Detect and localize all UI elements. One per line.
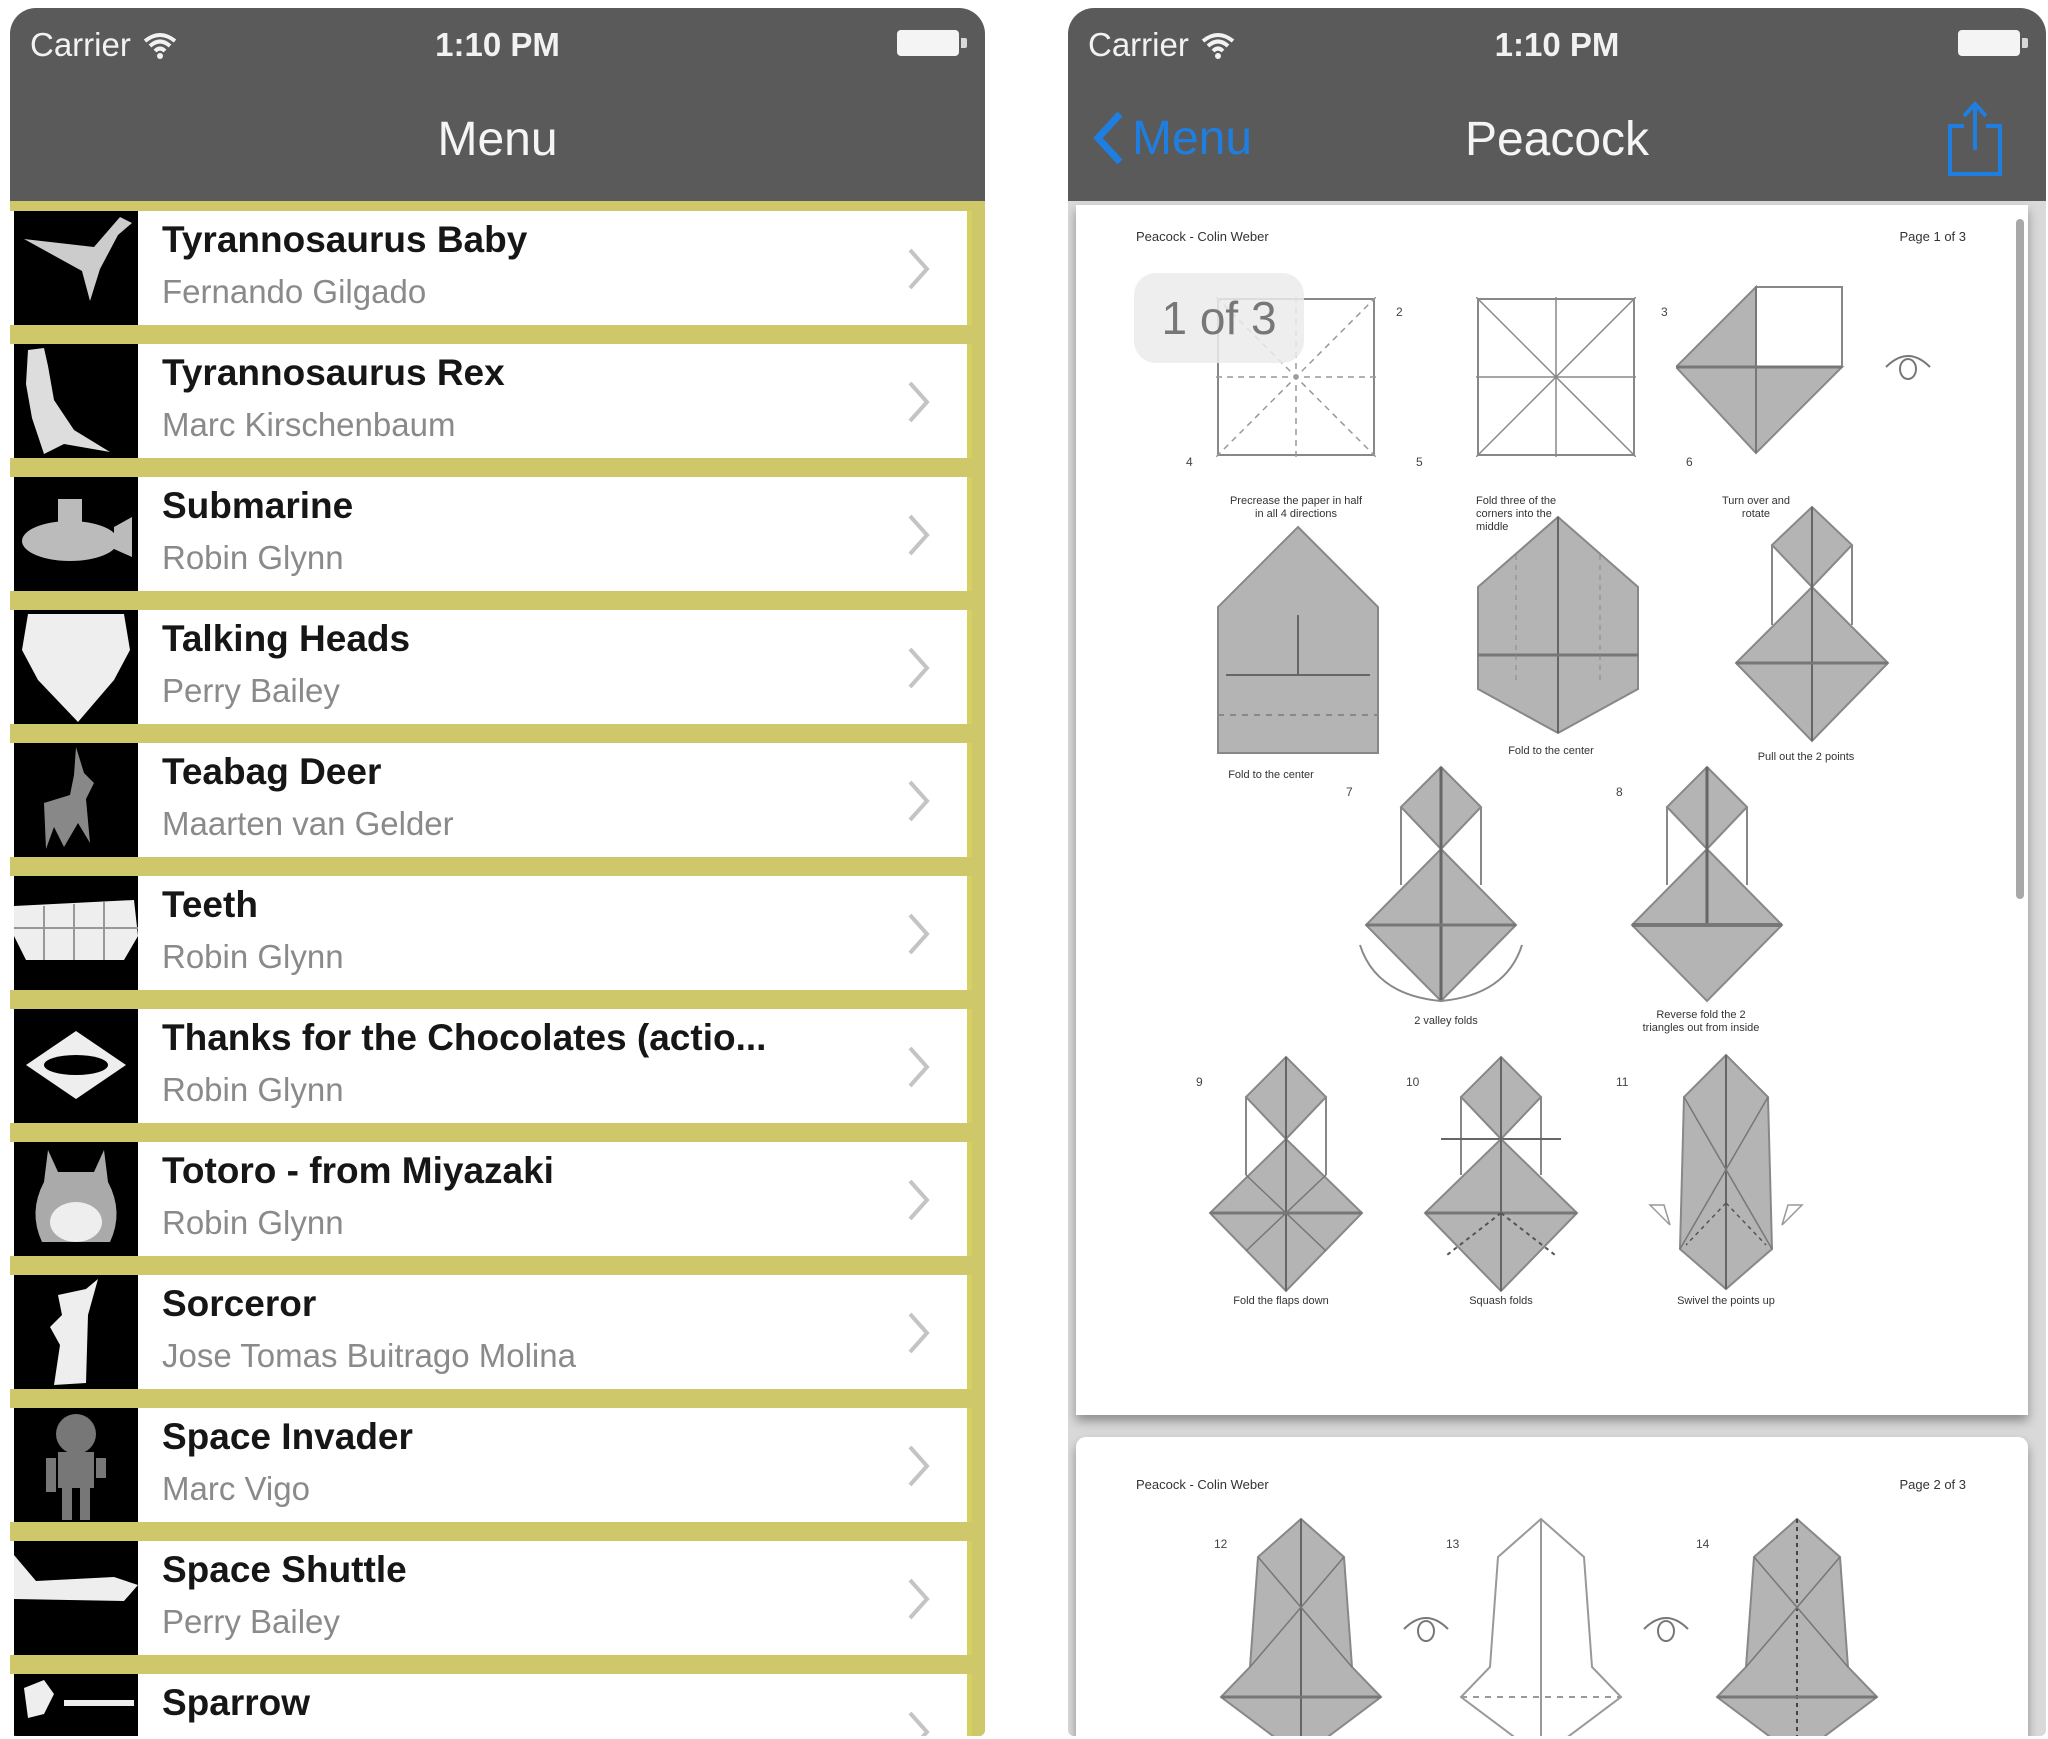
space-shuttle-icon	[14, 1541, 138, 1655]
step-caption: Swivel the points up	[1677, 1295, 1775, 1307]
step-caption: Fold the flaps down	[1233, 1295, 1329, 1307]
carrier-label: Carrier	[1088, 26, 1189, 63]
chevron-right-icon	[907, 1577, 931, 1621]
diagram-step-3	[1676, 285, 1876, 455]
step-caption: Turn over and rotate	[1721, 495, 1791, 520]
item-author: Perry Bailey	[162, 1603, 340, 1640]
status-bar	[1068, 8, 2046, 83]
item-author: Robin Glynn	[162, 1071, 344, 1108]
item-author: Robin Glynn	[162, 1204, 344, 1241]
document-page	[1076, 1437, 2028, 1736]
chevron-right-icon	[907, 247, 931, 291]
sorceror-icon	[14, 1275, 138, 1389]
item-title: Space Shuttle	[162, 1549, 407, 1590]
chocolates-diamond-icon	[14, 1009, 138, 1123]
submarine-icon	[14, 477, 138, 591]
share-icon[interactable]	[1944, 100, 2006, 178]
item-title: Teeth	[162, 884, 258, 925]
diagram-step-2	[1476, 297, 1636, 457]
list-item[interactable]	[10, 1664, 985, 1736]
step-number: 8	[1616, 785, 1623, 799]
list-item[interactable]	[10, 201, 985, 334]
chevron-right-icon	[907, 1045, 931, 1089]
page-header-title: Peacock - Colin Weber	[1136, 1477, 1269, 1492]
step-number: 2	[1396, 305, 1403, 319]
list-item[interactable]	[10, 999, 985, 1132]
status-bar	[10, 8, 985, 83]
step-number: 12	[1214, 1537, 1228, 1551]
page-counter-badge: 1 of 3	[1134, 273, 1304, 363]
chevron-right-icon	[907, 513, 931, 557]
back-button-label: Menu	[1132, 111, 1253, 165]
chevron-right-icon	[907, 646, 931, 690]
diagram-step-9	[1206, 1055, 1366, 1295]
dinosaur-baby-icon	[14, 211, 138, 325]
page-number: Page 1 of 3	[1899, 229, 1966, 244]
step-number: 4	[1186, 455, 1193, 469]
list-item[interactable]	[10, 334, 985, 467]
step-caption: Precrease the paper in half in all 4 directions	[1229, 495, 1363, 520]
item-title: Tyrannosaurus Baby	[162, 219, 528, 260]
diagram-step-11	[1646, 1053, 1806, 1293]
navigation-header	[10, 8, 985, 201]
step-caption: Reverse fold the 2 triangles out from inside	[1642, 1009, 1760, 1034]
item-title: Tyrannosaurus Rex	[162, 352, 505, 393]
turn-over-icon	[1878, 345, 1938, 385]
step-caption: 2 valley folds	[1414, 1015, 1478, 1027]
turn-over-icon	[1636, 1607, 1696, 1647]
list-item[interactable]	[10, 1398, 985, 1531]
step-number: 5	[1416, 455, 1423, 469]
step-number: 9	[1196, 1075, 1203, 1089]
step-caption: Squash folds	[1469, 1295, 1533, 1307]
item-author: Robin Glynn	[162, 938, 344, 975]
t-rex-icon	[14, 344, 138, 458]
teeth-icon	[14, 876, 138, 990]
menu-screen	[10, 8, 985, 1736]
list-item[interactable]	[10, 467, 985, 600]
step-number: 7	[1346, 785, 1353, 799]
chevron-right-icon	[907, 912, 931, 956]
list-item[interactable]	[10, 600, 985, 733]
item-title: Talking Heads	[162, 618, 411, 659]
item-title: Submarine	[162, 485, 354, 526]
navigation-header	[1068, 8, 2046, 201]
document-page	[1076, 205, 2028, 1415]
step-number: 3	[1661, 305, 1668, 319]
item-author: Perry Bailey	[162, 672, 340, 709]
list-item[interactable]	[10, 733, 985, 866]
step-number: 13	[1446, 1537, 1460, 1551]
step-number: 11	[1616, 1075, 1629, 1089]
page-title: Peacock	[1464, 113, 1650, 166]
item-title: Sparrow	[162, 1682, 311, 1723]
step-caption: Fold to the center	[1228, 769, 1314, 781]
diagram-step-13	[1456, 1517, 1626, 1736]
item-author: Marc Kirschenbaum	[162, 406, 456, 443]
clock: 1:10 PM	[1494, 26, 1620, 63]
list-item[interactable]	[10, 1132, 985, 1265]
diagram-step-8	[1622, 765, 1792, 1005]
chevron-right-icon	[907, 1444, 931, 1488]
list-item[interactable]	[10, 866, 985, 999]
list-item[interactable]	[10, 1531, 985, 1664]
chevron-right-icon	[907, 779, 931, 823]
diagram-step-5	[1476, 515, 1641, 735]
step-number: 6	[1686, 455, 1693, 469]
diagram-step-6	[1732, 505, 1892, 745]
clock: 1:10 PM	[435, 26, 560, 63]
diagram-step-12	[1216, 1517, 1386, 1736]
turn-over-icon	[1396, 1607, 1456, 1647]
page-header-title: Peacock - Colin Weber	[1136, 229, 1269, 244]
totoro-icon	[14, 1142, 138, 1256]
item-author: Robin Glynn	[162, 539, 344, 576]
item-author: Fernando Gilgado	[162, 273, 427, 310]
step-number: 14	[1696, 1537, 1710, 1551]
step-caption: Pull out the 2 points	[1757, 751, 1855, 763]
item-title: Thanks for the Chocolates (actio...	[162, 1017, 767, 1058]
diagram-step-4	[1216, 525, 1380, 757]
carrier-label: Carrier	[30, 26, 131, 63]
page-title: Menu	[437, 113, 558, 166]
chevron-right-icon	[907, 1178, 931, 1222]
diagram-screen	[1068, 8, 2046, 1736]
item-title: Teabag Deer	[162, 751, 382, 792]
chevron-right-icon	[907, 380, 931, 424]
battery-icon	[897, 30, 967, 56]
step-caption: Fold three of the corners into the middle	[1476, 495, 1557, 533]
deer-icon	[14, 743, 138, 857]
item-author: Maarten van Gelder	[162, 805, 454, 842]
diagram-step-7	[1356, 765, 1526, 1005]
list-item[interactable]	[10, 1265, 985, 1398]
step-number: 10	[1406, 1075, 1420, 1089]
chevron-right-icon	[907, 1710, 931, 1736]
item-author: Marc Vigo	[162, 1470, 310, 1507]
sparrow-icon	[14, 1674, 138, 1736]
scrollbar[interactable]	[2016, 219, 2024, 899]
battery-icon	[1958, 30, 2028, 56]
diagram-step-14	[1712, 1517, 1882, 1736]
item-title: Totoro - from Miyazaki	[162, 1150, 554, 1191]
space-invader-icon	[14, 1408, 138, 1522]
pdf-viewer[interactable]	[1068, 201, 2046, 1736]
talking-heads-icon	[14, 610, 138, 724]
origami-list[interactable]	[10, 201, 985, 1736]
chevron-right-icon	[907, 1311, 931, 1355]
diagram-step-10	[1421, 1055, 1581, 1295]
item-title: Sorceror	[162, 1283, 317, 1324]
item-author: Jose Tomas Buitrago Molina	[162, 1337, 576, 1374]
item-title: Space Invader	[162, 1416, 413, 1457]
page-number: Page 2 of 3	[1899, 1477, 1966, 1492]
step-caption: Fold to the center	[1508, 745, 1594, 757]
